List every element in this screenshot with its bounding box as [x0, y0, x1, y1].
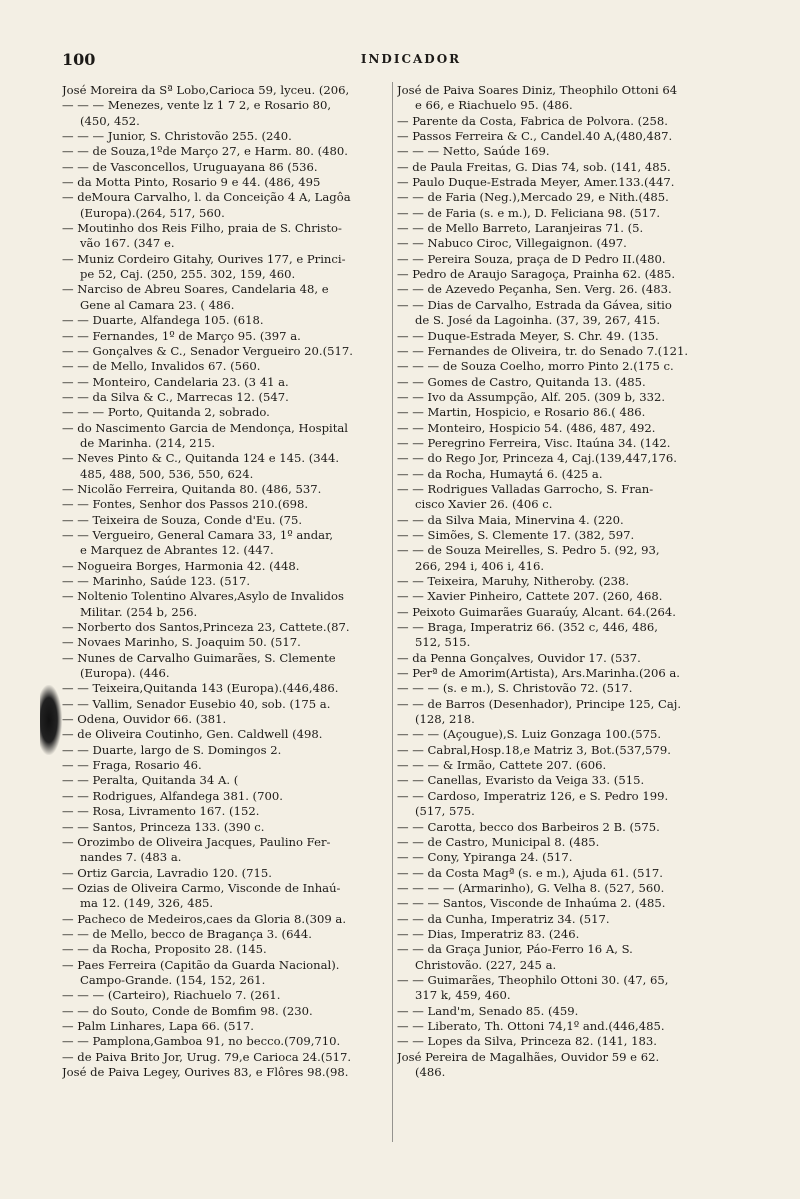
directory-line: 512, 515.	[415, 635, 471, 650]
directory-line: — Nogueira Borges, Harmonia 42. (448.	[62, 558, 300, 573]
directory-line: — — de Faria (Neg.),Mercado 29, e Nith.(485.	[397, 190, 669, 205]
directory-line: — — Fernandes de Oliveira, tr. do Senado 7.(121.	[397, 343, 689, 358]
directory-line: de S. José da Lagoinha. (37, 39, 267, 415.	[415, 313, 661, 328]
directory-line: — — Gomes de Castro, Quitanda 13. (485.	[397, 374, 646, 389]
directory-line: — — Peralta, Quitanda 34 A. (	[62, 773, 239, 788]
directory-line: (517, 575.	[415, 804, 475, 819]
directory-line: — — Monteiro, Hospicio 54. (486, 487, 492.	[397, 420, 656, 435]
directory-line: — — Dias, Imperatriz 83. (246.	[397, 926, 580, 941]
directory-line: — Pacheco de Medeiros,caes da Gloria 8.(309 a.	[62, 911, 347, 926]
directory-line: — Muniz Cordeiro Gitahy, Ourives 177, e Princi-	[62, 251, 346, 266]
directory-line: — — da Rocha, Humaytá 6. (425 a.	[397, 466, 603, 481]
directory-line: — — Nabuco Ciroc, Villegaignon. (497.	[397, 236, 627, 251]
directory-line: — — Rosa, Livramento 167. (152.	[62, 804, 260, 819]
directory-line: nandes 7. (483 a.	[80, 850, 182, 865]
directory-line: (Europa). (446.	[80, 666, 170, 681]
directory-line: — Neves Pinto & C., Quitanda 124 e 145. (344.	[62, 451, 340, 466]
directory-line: — Ozias de Oliveira Carmo, Visconde de Inhaú-	[62, 880, 341, 895]
directory-line: — — de Mello Barreto, Laranjeiras 71. (5.	[397, 221, 644, 236]
directory-line: — da Motta Pinto, Rosario 9 e 44. (486, 495	[62, 175, 321, 190]
directory-line: — — Fontes, Senhor dos Passos 210.(698.	[62, 497, 309, 512]
directory-line: — — — — (Armarinho), G. Velha 8. (527, 560.	[397, 880, 665, 895]
directory-line: — Odena, Ouvidor 66. (381.	[62, 712, 227, 727]
directory-line: — — Braga, Imperatriz 66. (352 c, 446, 486,	[397, 620, 658, 635]
directory-line: — Passos Ferreira & C., Candel.40 A,(480,487.	[397, 129, 673, 144]
directory-line: 485, 488, 500, 536, 550, 624.	[80, 466, 254, 481]
directory-line: — — Martin, Hospicio, e Rosario 86.( 486.	[397, 405, 646, 420]
directory-line: — — Teixeira,Quitanda 143 (Europa).(446,486.	[62, 681, 339, 696]
directory-line: — Perª de Amorim(Artista), Ars.Marinha.(206 a.	[397, 666, 680, 681]
directory-line: — — de Vasconcellos, Uruguayana 86 (536.	[62, 159, 318, 174]
directory-line: — — Ivo da Assumpção, Alf. 205. (309 b, 332.	[397, 389, 666, 404]
directory-line: — — — Porto, Quitanda 2, sobrado.	[62, 405, 270, 420]
directory-line: — Orozimbo de Oliveira Jacques, Paulino Fer-	[62, 834, 331, 849]
directory-line: — — Simões, S. Clemente 17. (382, 597.	[397, 527, 635, 542]
directory-line: — — Lopes da Silva, Princeza 82. (141, 183.	[397, 1034, 657, 1049]
directory-line: — — Land'm, Senado 85. (459.	[397, 1003, 579, 1018]
directory-line: — — — Menezes, vente lz 1 7 2, e Rosario 80,	[62, 98, 332, 113]
directory-line: — — Duque-Estrada Meyer, S. Chr. 49. (135.	[397, 328, 659, 343]
directory-line: de Marinha. (214, 215.	[80, 435, 216, 450]
directory-line: José Pereira de Magalhães, Ouvidor 59 e 62.	[397, 1049, 660, 1064]
directory-line: vão 167. (347 e.	[80, 236, 175, 251]
directory-line: — — de Mello, Invalidos 67. (560.	[62, 359, 261, 374]
directory-line: — de Paiva Brito Jor, Urug. 79,e Carioca 24.(517.	[62, 1049, 352, 1064]
directory-line: — — Liberato, Th. Ottoni 74,1º and.(446,485.	[397, 1018, 665, 1033]
directory-line: — — Cardoso, Imperatriz 126, e S. Pedro 199.	[397, 788, 669, 803]
page-title: INDICADOR	[360, 52, 462, 66]
directory-line: pe 52, Caj. (250, 255. 302, 159, 460.	[80, 267, 296, 282]
column-divider	[392, 82, 393, 1142]
directory-line: ma 12. (149, 326, 485.	[80, 896, 214, 911]
directory-line: — — da Silva & C., Marrecas 12. (547.	[62, 389, 289, 404]
directory-line: — — — Santos, Visconde de Inhaúma 2. (485.	[397, 896, 666, 911]
directory-line: — Nicolão Ferreira, Quitanda 80. (486, 537.	[62, 481, 322, 496]
directory-line: — — — Netto, Saúde 169.	[397, 144, 550, 159]
page-number: 100	[62, 50, 96, 69]
directory-line: — Nunes de Carvalho Guimarães, S. Clemente	[62, 650, 336, 665]
directory-line: — — da Graça Junior, Páo-Ferro 16 A, S.	[397, 942, 633, 957]
directory-line: e 66, e Riachuelo 95. (486.	[415, 98, 573, 113]
directory-line: — Moutinho dos Reis Filho, praia de S. Christo-	[62, 221, 342, 236]
directory-line: — — de Azevedo Peçanha, Sen. Verg. 26. (483.	[397, 282, 672, 297]
directory-line: (128, 218.	[415, 712, 475, 727]
directory-line: — Norberto dos Santos,Princeza 23, Cattete.(87.	[62, 620, 350, 635]
directory-line: — — Canellas, Evaristo da Veiga 33. (515.	[397, 773, 645, 788]
directory-line: — de Oliveira Coutinho, Gen. Caldwell (498.	[62, 727, 323, 742]
ink-blot	[40, 685, 62, 755]
directory-line: — — de Faria (s. e m.), D. Feliciana 98. (517.	[397, 205, 661, 220]
directory-line: — — — de Souza Coelho, morro Pinto 2.(175 c.	[397, 359, 674, 374]
directory-line: — — Fernandes, 1º de Março 95. (397 a.	[62, 328, 301, 343]
directory-line: Militar. (254 b, 256.	[80, 604, 198, 619]
directory-line: — — Teixeira de Souza, Conde d'Eu. (75.	[62, 512, 303, 527]
directory-line: — — de Souza Meirelles, S. Pedro 5. (92, 93,	[397, 543, 660, 558]
directory-line: — — Cony, Ypiranga 24. (517.	[397, 850, 573, 865]
directory-line: — — Pereira Souza, praça de D Pedro II.(480.	[397, 251, 666, 266]
directory-line: 266, 294 i, 406 i, 416.	[415, 558, 545, 573]
directory-line: — Palm Linhares, Lapa 66. (517.	[62, 1018, 254, 1033]
directory-line: — de Paula Freitas, G. Dias 74, sob. (141, 485.	[397, 159, 671, 174]
directory-line: — Noltenio Tolentino Alvares,Asylo de Invalidos	[62, 589, 344, 604]
directory-line: — — da Costa Magª (s. e m.), Ajuda 61. (517.	[397, 865, 663, 880]
directory-line: — da Penna Gonçalves, Ouvidor 17. (537.	[397, 650, 641, 665]
directory-line: — — do Souto, Conde de Bomfim 98. (230.	[62, 1003, 313, 1018]
directory-line: — — Gonçalves & C., Senador Vergueiro 20.(517.	[62, 343, 353, 358]
directory-line: — Ortiz Garcia, Lavradio 120. (715.	[62, 865, 272, 880]
directory-line: — — de Castro, Municipal 8. (485.	[397, 834, 600, 849]
directory-line: — — Xavier Pinheiro, Cattete 207. (260, 468.	[397, 589, 663, 604]
directory-line: — Novaes Marinho, S. Joaquim 50. (517.	[62, 635, 301, 650]
directory-line: — — Pamplona,Gamboa 91, no becco.(709,710.	[62, 1034, 341, 1049]
directory-line: — — de Mello, becco de Bragança 3. (644.	[62, 926, 312, 941]
directory-line: — — da Rocha, Proposito 28. (145.	[62, 942, 267, 957]
directory-line: — — Dias de Carvalho, Estrada da Gávea, sitio	[397, 297, 672, 312]
directory-line: — — do Rego Jor, Princeza 4, Caj.(139,447,176.	[397, 451, 677, 466]
directory-line: José Moreira da Sª Lobo,Carioca 59, lyceu. (206,	[62, 83, 350, 97]
directory-line: — — — (s. e m.), S. Christovão 72. (517.	[397, 681, 633, 696]
directory-line: — Paulo Duque-Estrada Meyer, Amer.133.(447.	[397, 175, 675, 190]
directory-line: — — Rodrigues Valladas Garrocho, S. Fran-	[397, 481, 654, 496]
directory-line: cisco Xavier 26. (406 c.	[415, 497, 553, 512]
directory-line: — Peixoto Guimarães Guaraúy, Alcant. 64.(264.	[397, 604, 676, 619]
directory-line: 317 k, 459, 460.	[415, 988, 511, 1003]
directory-line: — — Marinho, Saúde 123. (517.	[62, 574, 251, 588]
page-header	[62, 50, 760, 70]
directory-line: — Parente da Costa, Fabrica de Polvora. (258.	[397, 113, 668, 128]
right-column	[397, 83, 721, 1080]
directory-line: — — Santos, Princeza 133. (390 c.	[62, 819, 265, 834]
directory-line: — — Monteiro, Candelaria 23. (3 41 a.	[62, 374, 289, 389]
directory-line: — — — (Carteiro), Riachuelo 7. (261.	[62, 988, 281, 1003]
directory-line: — — Teixeira, Maruhy, Nitheroby. (238.	[397, 574, 630, 588]
directory-line: — — Vergueiro, General Camara 33, 1º andar,	[62, 527, 334, 542]
directory-line: — — Guimarães, Theophilo Ottoni 30. (47, 65,	[397, 972, 669, 987]
directory-line: — — Cabral,Hosp.18,e Matriz 3, Bot.(537,579.	[397, 742, 671, 757]
directory-line: (450, 452.	[80, 113, 140, 128]
directory-line: (486.	[415, 1065, 446, 1079]
directory-line: — — da Cunha, Imperatriz 34. (517.	[397, 911, 610, 926]
directory-line: — do Nascimento Garcia de Mendonça, Hospital	[62, 420, 348, 435]
directory-line: — — Peregrino Ferreira, Visc. Itaúna 34. (142.	[397, 435, 671, 450]
directory-line: — — Duarte, Alfandega 105. (618.	[62, 313, 264, 328]
directory-line: — — Rodrigues, Alfandega 381. (700.	[62, 788, 283, 803]
directory-line: — — Fraga, Rosario 46.	[62, 758, 202, 773]
directory-line: José de Paiva Legey, Ourives 83, e Flôres 98.(98.	[62, 1065, 349, 1079]
directory-line: — — — (Açougue),S. Luiz Gonzaga 100.(575.	[397, 727, 662, 742]
directory-line: — — da Silva Maia, Minervina 4. (220.	[397, 512, 624, 527]
directory-line: — — Duarte, largo de S. Domingos 2.	[62, 742, 282, 757]
directory-line: — Paes Ferreira (Capitão da Guarda Nacional).	[62, 957, 340, 972]
directory-line: — — Vallim, Senador Eusebio 40, sob. (175 a.	[62, 696, 331, 711]
directory-line: Campo-Grande. (154, 152, 261.	[80, 972, 266, 987]
directory-line: Gene al Camara 23. ( 486.	[80, 297, 235, 312]
directory-line: Christovão. (227, 245 a.	[415, 957, 557, 972]
directory-line: José de Paiva Soares Diniz, Theophilo Ottoni 64	[397, 83, 678, 97]
directory-line: — — de Souza,1ºde Março 27, e Harm. 80. (480.	[62, 144, 348, 159]
directory-line: — — — Junior, S. Christovão 255. (240.	[62, 129, 292, 144]
directory-line: — — Carotta, becco dos Barbeiros 2 B. (575.	[397, 819, 660, 834]
directory-line: — — de Barros (Desenhador), Principe 125, Caj.	[397, 696, 682, 711]
directory-line: (Europa).(264, 517, 560.	[80, 205, 225, 220]
directory-line: — deMoura Carvalho, l. da Conceição 4 A, Lagôa	[62, 190, 351, 205]
left-column	[62, 83, 388, 1080]
directory-line: e Marquez de Abrantes 12. (447.	[80, 543, 274, 558]
directory-line: — Narciso de Abreu Soares, Candelaria 48, e	[62, 282, 329, 297]
directory-line: — Pedro de Araujo Saragoça, Prainha 62. (485.	[397, 267, 676, 282]
directory-line: — — — & Irmão, Cattete 207. (606.	[397, 758, 607, 773]
